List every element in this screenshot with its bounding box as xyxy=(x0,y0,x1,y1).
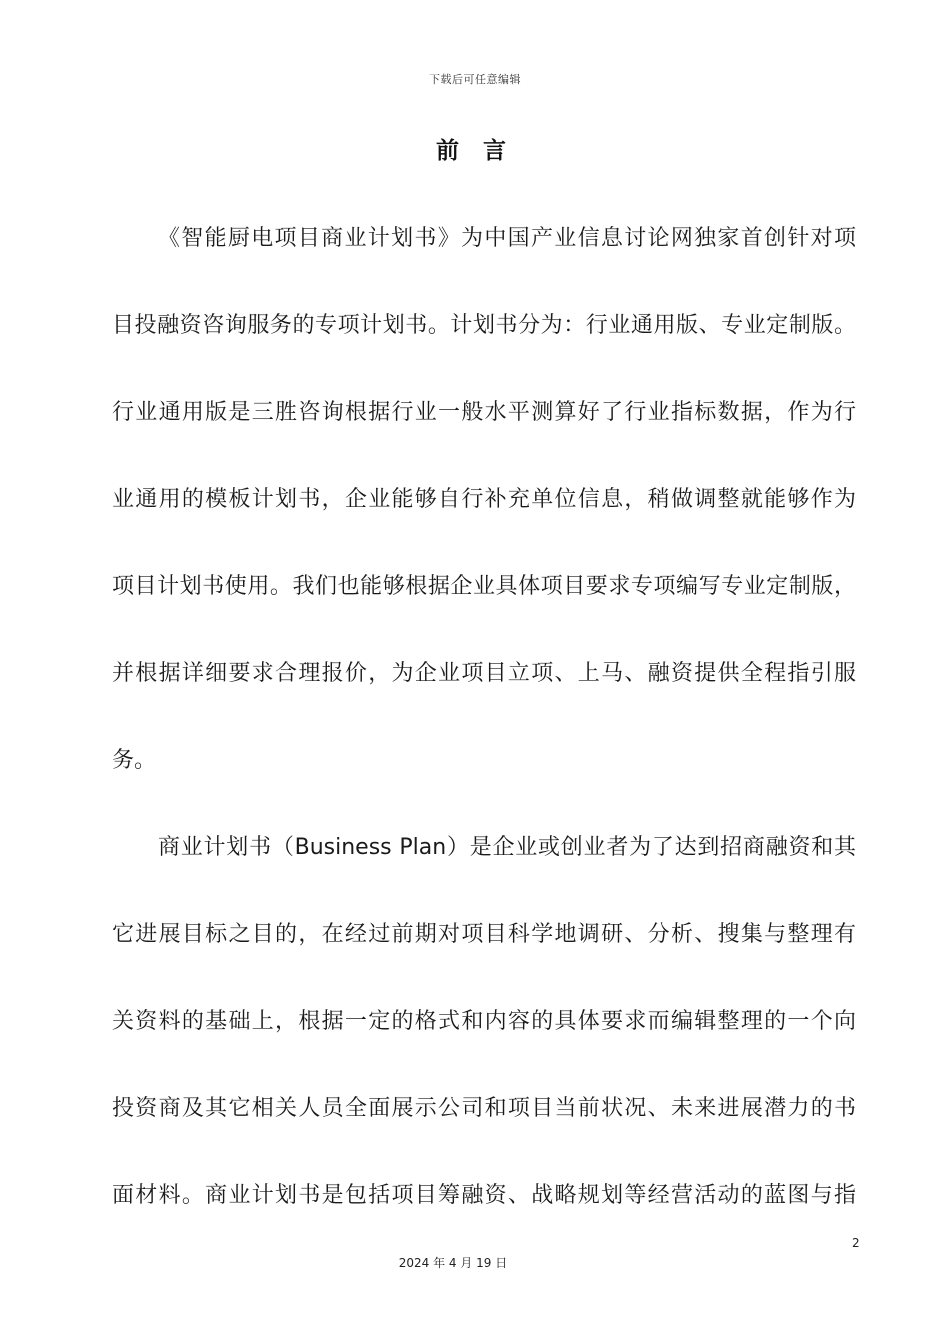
paragraph-line: 项目计划书使用。我们也能够根据企业具体项目要求专项编写专业定制版， xyxy=(112,574,856,599)
paragraph-2 xyxy=(112,804,856,1239)
paragraph-line: 《智能厨电项目商业计划书》为中国产业信息讨论网独家首创针对项 xyxy=(158,226,856,251)
paragraph-line: 行业通用版是三胜咨询根据行业一般水平测算好了行业指标数据，作为行 xyxy=(112,400,856,425)
paragraph-line: 关资料的基础上，根据一定的格式和内容的具体要求而编辑整理的一个向 xyxy=(112,1009,856,1034)
paragraph-line: 商业计划书（Business Plan）是企业或创业者为了达到招商融资和其 xyxy=(158,835,856,860)
paragraph-line: 并根据详细要求合理报价，为企业项目立项、上马、融资提供全程指引服 xyxy=(112,661,856,686)
header-note: 下载后可任意编辑 xyxy=(429,73,521,86)
paragraph-line: 面材料。商业计划书是包括项目筹融资、战略规划等经营活动的蓝图与指 xyxy=(112,1183,856,1208)
page-title: 前 言 xyxy=(435,138,514,164)
paragraph-1 xyxy=(112,195,856,804)
footer-date: 2024 年 4 月 19 日 xyxy=(398,1256,508,1270)
paragraph-line: 目投融资咨询服务的专项计划书。计划书分为：行业通用版、专业定制版。 xyxy=(112,313,856,338)
paragraph-line: 务。 xyxy=(112,748,157,773)
paragraph-line: 它进展目标之目的，在经过前期对项目科学地调研、分析、搜集与整理有 xyxy=(112,922,856,947)
paragraph-line: 业通用的模板计划书，企业能够自行补充单位信息，稍做调整就能够作为 xyxy=(112,487,856,512)
page-number: 2 xyxy=(852,1236,860,1250)
paragraph-line: 投资商及其它相关人员全面展示公司和项目当前状况、未来进展潜力的书 xyxy=(112,1096,856,1121)
